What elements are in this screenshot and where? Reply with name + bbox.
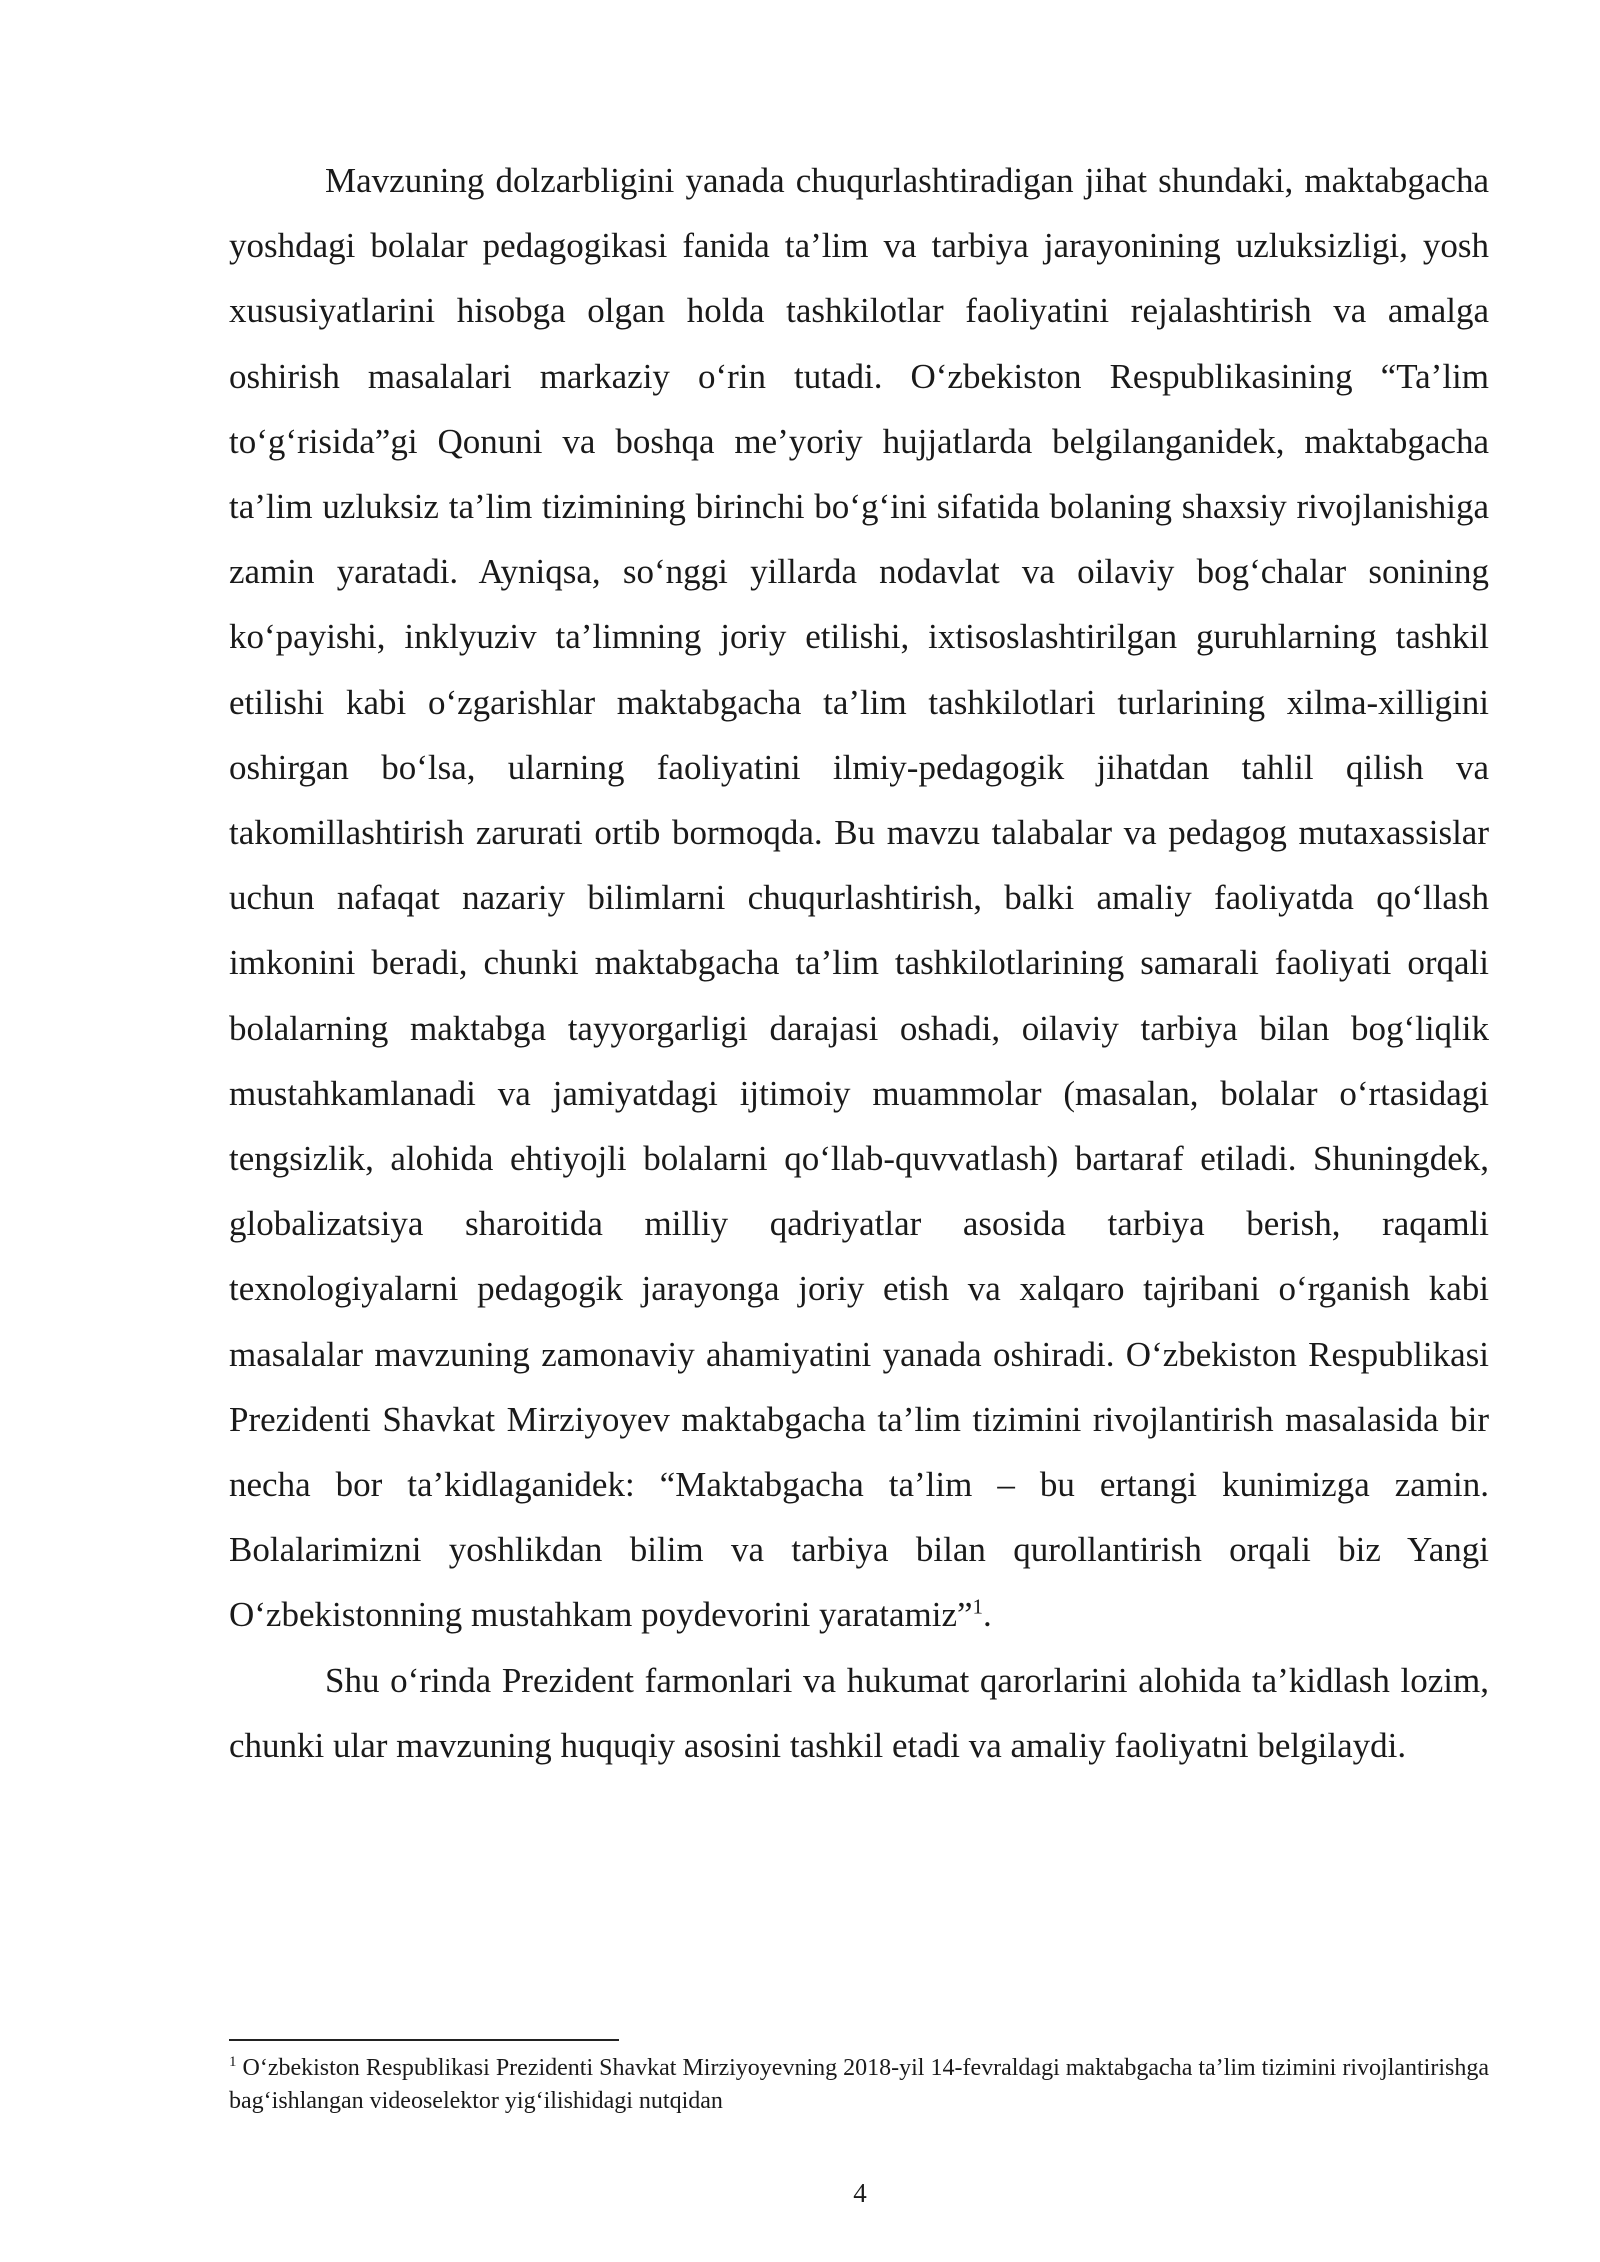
paragraph-1-text: Mavzuning dolzarbligini yanada chuqurlashtiradigan jihat shundaki, maktabgacha yoshdagi bolalar pedagogikasi fanida ta’lim va tarbiya jarayonining uzluksizligi, yosh xususiyatlarini hisobga olgan holda tashkilotlar faoliyatini rejalashtirish va amalga oshirish masalalari markaziy o‘rin tutadi. O‘zbekiston Respublikasining “Ta’lim to‘g‘risida”gi Qonuni va boshqa me’yoriy hujjatlarda belgilanganidek, maktabgacha ta’lim uzluksiz ta’lim tizimining birinchi bo‘g‘ini sifatida bolaning shaxsiy rivojlanishiga zamin yaratadi. Ayniqsa, so‘nggi yillarda nodavlat va oilaviy bog‘chalar sonining ko‘payishi, inklyuziv ta’limning joriy etilishi, ixtisoslashtirilgan guruhlarning tashkil etilishi kabi o‘zgarishlar maktabgacha ta’lim tashkilotlari turlarining xilma-xilligini oshirgan bo‘lsa, ularning faoliyatini ilmiy-pedagogik jihatdan tahlil qilish va takomillashtirish zarurati ortib bormoqda. Bu mavzu talabalar va pedagog mutaxassislar uchun nafaqat nazariy bilimlarni chuqurlashtirish, balki amaliy faoliyatda qo‘llash imkonini beradi, chunki maktabgacha ta’lim tashkilotlarining samarali faoliyati orqali bolalarning maktabga tayyorgarligi darajasi oshadi, oilaviy tarbiya bilan bog‘liqlik mustahkamlanadi va jamiyatdagi ijtimoiy muammolar (masalan, bolalar o‘rtasidagi tengsizlik, alohida ehtiyojli bolalarni qo‘llab-quvvatlash) bartaraf etiladi. Shuningdek, globalizatsiya sharoitida milliy qadriyatlar asosida tarbiya berish, raqamli texnologiyalarni pedagogik jarayonga joriy etish va xalqaro tajribani o‘rganish kabi masalalar mavzuning zamonaviy ahamiyatini yanada oshiradi. O‘zbekiston Respublikasi Prezidenti Shavkat Mirziyoyev maktabgacha ta’lim tizimini rivojlantirish masalasida bir necha bor ta’kidlaganidek: “Maktabgacha ta’lim – bu ertangi kunimizga zamin. Bolalarimizni yoshlikdan bilim va tarbiya bilan qurollantirish orqali biz Yangi O‘zbekistonning mustahkam poydevorini yaratamiz” — [229, 161, 1489, 1635]
footnote-mark: 1 — [229, 2054, 237, 2070]
paragraph-1 — [229, 148, 1489, 1648]
footnote — [229, 2052, 1489, 2118]
body-text — [229, 148, 1489, 1778]
paragraph-2: Shu o‘rinda Prezident farmonlari va hukumat qarorlarini alohida ta’kidlash lozim, chunki ular mavzuning huquqiy asosini tashkil etadi va amaliy faoliyatni belgilaydi. — [229, 1660, 1489, 1765]
paragraph-1-tail: . — [983, 1595, 992, 1635]
page-number: 4 — [853, 2178, 867, 2208]
footnote-reference[interactable]: 1 — [972, 1594, 984, 1619]
footnote-separator — [229, 2039, 619, 2041]
footnote-text: O‘zbekiston Respublikasi Prezidenti Shavkat Mirziyoyevning 2018-yil 14-fevraldagi maktabgacha ta’lim tizimini rivojlantirishga bag‘ishlangan videoselektor yig‘ilishidagi nutqidan — [229, 2055, 1489, 2114]
